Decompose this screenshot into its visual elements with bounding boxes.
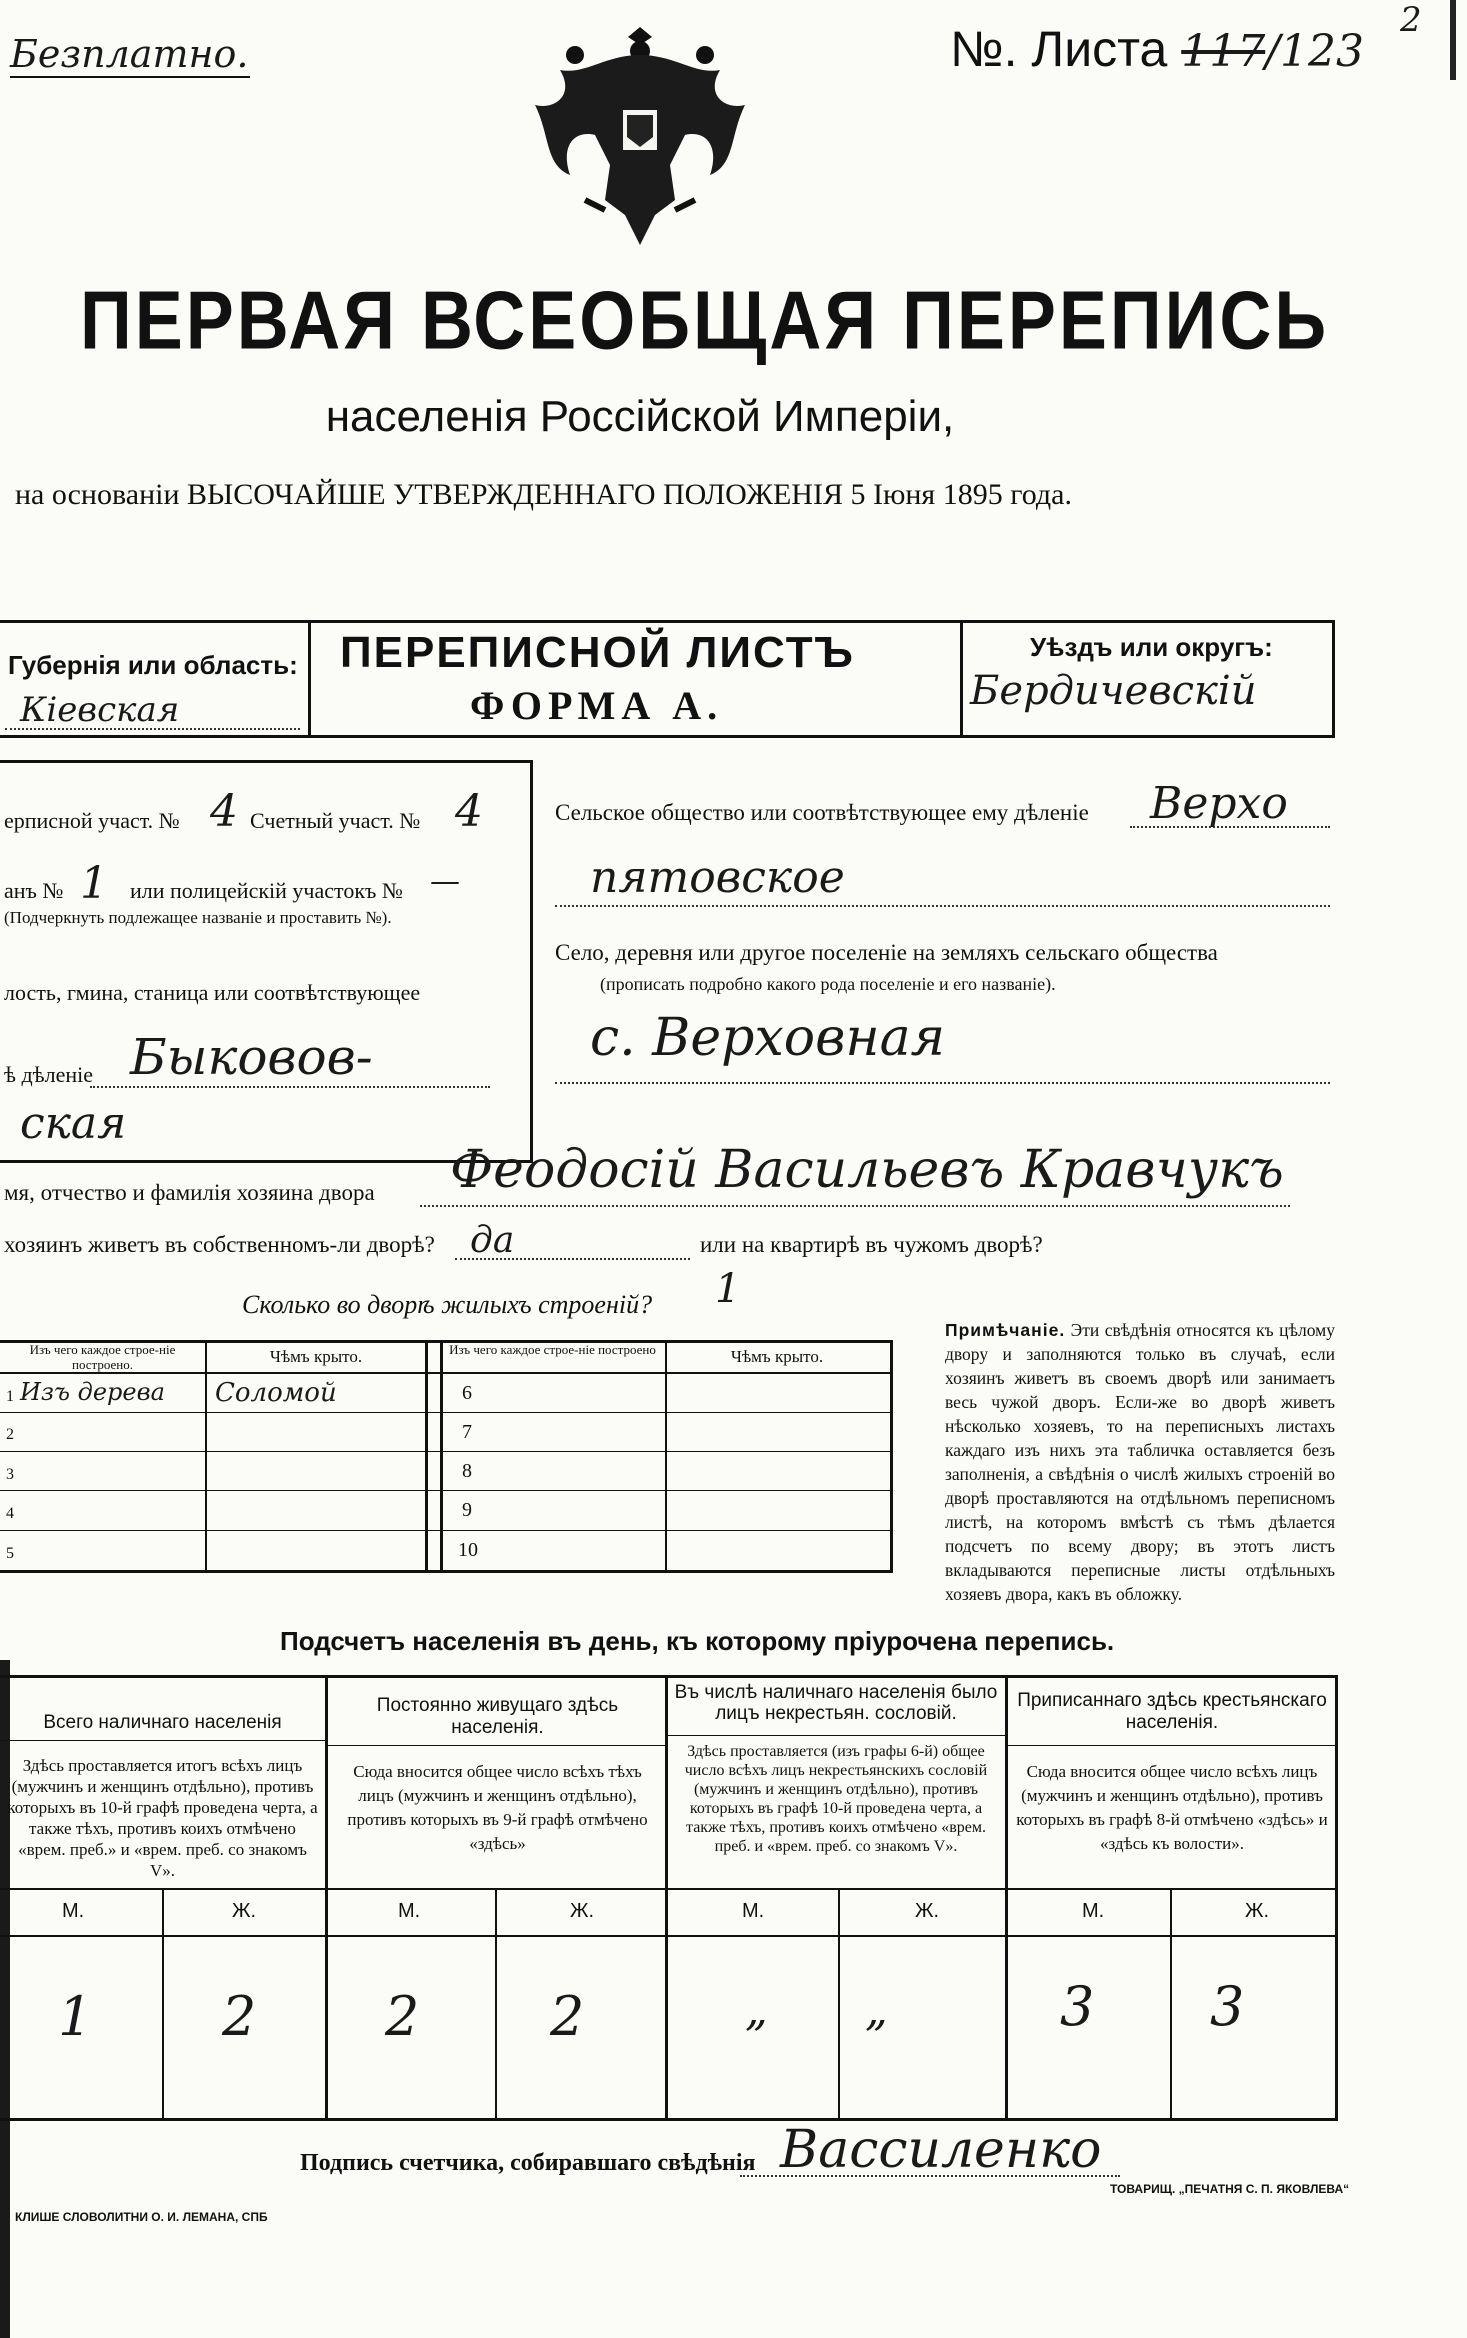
scan-edge-right [1450,0,1456,80]
count-section-label: Счетный участ. № [250,808,421,833]
count-col3-m: „ [745,1985,768,2036]
volost-label: лость, гмина, станица или соотвѣтствующее [4,980,421,1005]
count-f-label: Ж. [570,1900,595,1922]
sheet-number-label: №. Листа 117/123 [950,21,1365,77]
count-col1-f: 2 [222,1985,257,2048]
owner-name-value: Феодосій Васильевъ Кравчукъ [450,1140,1284,1200]
count-m-label: М. [398,1900,421,1922]
basis-line: на основаніи ВЫСОЧАЙШЕ УТВЕРЖДЕННАГО ПОЛОЖЕНІЯ 5 Іюня 1895 года. [15,478,1072,511]
society-value-1: Верхо [1150,778,1288,829]
form-title: ПЕРЕПИСНОЙ ЛИСТЪ [340,628,855,677]
count-col4-m: 3 [1060,1975,1095,2038]
buildings-col2-header: Чѣмъ крыто. [269,1347,363,1366]
free-label-underline [10,76,250,78]
underline-note: (Подчеркнуть подлежащее названіе и проставить №). [4,908,392,927]
count-title: Подсчетъ населенія въ день, къ которому пріурочена перепись. [280,1626,1115,1656]
buildings-row-num: 9 [462,1499,472,1521]
police-label: или полицейскій участокъ № [130,878,403,903]
division-label: ѣ дѣленіе [4,1062,93,1087]
stan-value: 1 [80,858,108,909]
buildings-row-num: 3 [6,1466,14,1483]
count-col2-desc: Сюда вносится общее число всѣхъ тѣхъ лицъ (мужчинъ и женщинъ отдѣльно), противъ которыхъ въ 9-й графѣ отмѣчено «здѣсь» [347,1762,648,1853]
sheet-prefix: №. Листа [950,21,1168,77]
signature-value: Вассиленко [780,2120,1102,2180]
count-col2-m: 2 [385,1985,420,2048]
imperial-eagle-icon [515,15,765,250]
volost-value-2: ская [20,1098,127,1149]
note-title: Примѣчаніе. [945,1320,1066,1340]
count-col1-header: Всего наличнаго населенія [43,1712,282,1733]
police-value: — [430,864,460,899]
buildings-row-material: Изъ дерева [20,1378,165,1406]
buildings-row-num: 2 [6,1426,14,1443]
buildings-row-roof: Соломой [215,1378,337,1408]
buildings-row-num: 7 [462,1421,472,1443]
buildings-row-num: 1 [6,1388,14,1405]
signature-label: Подпись счетчика, собиравшаго свѣдѣнія [300,2150,756,2176]
count-col2-header: Постоянно живущаго здѣсь населенія. [376,1695,619,1738]
corner-mark: 2 [1400,0,1422,40]
owner-lives-label: хозяинъ живетъ въ собственномъ-ли дворѣ? [4,1232,435,1257]
owner-lives-value: да [470,1220,515,1261]
count-col4-desc: Сюда вносится общее число всѣхъ лицъ (мужчинъ и женщинъ отдѣльно), противъ которыхъ въ графѣ 8-й отмѣчено «здѣсь» и «здѣсь къ волости». [1016,1762,1328,1853]
sheet-number-old: 117 [1181,26,1266,77]
note-block [945,1318,1335,1606]
count-f-label: Ж. [915,1900,940,1922]
count-m-label: М. [1082,1900,1105,1922]
count-col1-desc: Здѣсь проставляется итогъ всѣхъ лицъ (мужчинъ и женщинъ отдѣльно), противъ которыхъ въ 10-й графѣ проведена черта, а также тѣхъ, противъ коихъ отмѣчено «врем. преб.» и «врем. преб. со знакомъ V». [7,1756,318,1880]
count-col4-header: Приписаннаго здѣсь крестьянскаго населенія. [1017,1690,1327,1733]
printer-right: ТОВАРИЩ. „ПЕЧАТНЯ С. П. ЯКОВЛЕВА“ [1110,2182,1350,2196]
count-f-label: Ж. [232,1900,257,1922]
count-section-value: 4 [455,786,483,837]
count-f-label: Ж. [1245,1900,1270,1922]
society-value-2: пятовское [590,852,845,903]
district-label: Уѣздъ или округъ: [1030,632,1273,662]
buildings-row-num: 4 [6,1505,14,1522]
count-col4-f: 3 [1210,1975,1245,2038]
volost-value-1: Быковов- [130,1028,373,1086]
buildings-col3-header: Изъ чего каждое строе-ніе построено [449,1342,656,1357]
count-m-label: М. [62,1900,85,1922]
buildings-row-num: 6 [462,1382,472,1404]
province-value: Кіевская [20,690,180,730]
society-label: Сельское общество или соотвѣтствующее ему дѣленіе [555,800,1089,825]
free-label: Безплатно. [10,32,249,76]
village-label: Село, деревня или другое поселеніе на земляхъ сельскаго общества [555,940,1218,965]
form-letter: ФОРМА А. [470,683,724,728]
count-col1-m: 1 [58,1985,93,2048]
subtitle: населенія Россійской Имперіи, [325,392,955,441]
count-col3-f: „ [865,1985,888,2036]
census-section-label: ерписной участ. № [4,808,180,833]
count-col3-header: Въ числѣ наличнаго населенія было лицъ некрестьян. сословій. [674,1682,998,1724]
main-title: ПЕРВАЯ ВСЕОБЩАЯ ПЕРЕПИСЬ [80,275,1330,367]
sheet-number-new: 123 [1280,26,1365,77]
count-m-label: М. [742,1900,765,1922]
form-block-top-rule [0,620,1335,623]
owner-rent-label: или на квартирѣ въ чужомъ дворѣ? [700,1232,1043,1257]
buildings-col4-header: Чѣмъ крыто. [730,1347,824,1366]
buildings-row-num: 8 [462,1460,472,1482]
province-label: Губернія или область: [8,650,298,680]
village-note: (прописать подробно какого рода поселеніе и его названіе). [600,974,1056,994]
village-value: с. Верховная [590,1008,946,1068]
census-section-value: 4 [210,786,238,837]
buildings-row-num: 10 [458,1539,478,1561]
buildings-value: 1 [715,1266,741,1312]
district-value: Бердичевскій [970,668,1257,714]
buildings-row-num: 5 [6,1545,14,1562]
buildings-label: Сколько во дворѣ жилыхъ строеній? [242,1290,653,1319]
printer-left: КЛИШЕ СЛОВОЛИТНИ О. И. ЛЕМАНА, СПБ [15,2210,268,2224]
count-col3-desc: Здѣсь проставляется (изъ графы 6-й) общее число всѣхъ лицъ некрестьянскихъ сословій (мужчинъ и женщинъ отдѣльно), противъ которыхъ въ графѣ 10-й проведена черта, а также тѣхъ, противъ коихъ отмѣчено «врем. преб. и «врем. преб. со знакомъ V». [684,1743,988,1855]
stan-label: анъ № [4,878,64,903]
owner-name-label: мя, отчество и фамилія хозяина двора [4,1180,375,1205]
note-text: Эти свѣдѣнія относятся къ цѣлому двору и заполняются только въ случаѣ, если хозяинъ живетъ въ своемъ дворѣ или занимаетъ весь чужой дворъ. Если-же во дворѣ живетъ нѣсколько хозяевъ, то на переписныхъ листахъ каждаго изъ нихъ эта табличка оставляется безъ заполненія, а свѣдѣнія о числѣ жилыхъ строеній во дворѣ проставляются на отдѣльномъ переписномъ листѣ, на которомъ вмѣстѣ съ тѣмъ дѣлается подсчетъ по всему двору; въ этотъ листъ вкладываются переписные листы отдѣльныхъ хозяевъ двора, какъ въ обложку. [945,1320,1335,1604]
count-col2-f: 2 [550,1985,585,2048]
buildings-col1-header: Изъ чего каждое строе-ніе построено. [29,1342,176,1372]
